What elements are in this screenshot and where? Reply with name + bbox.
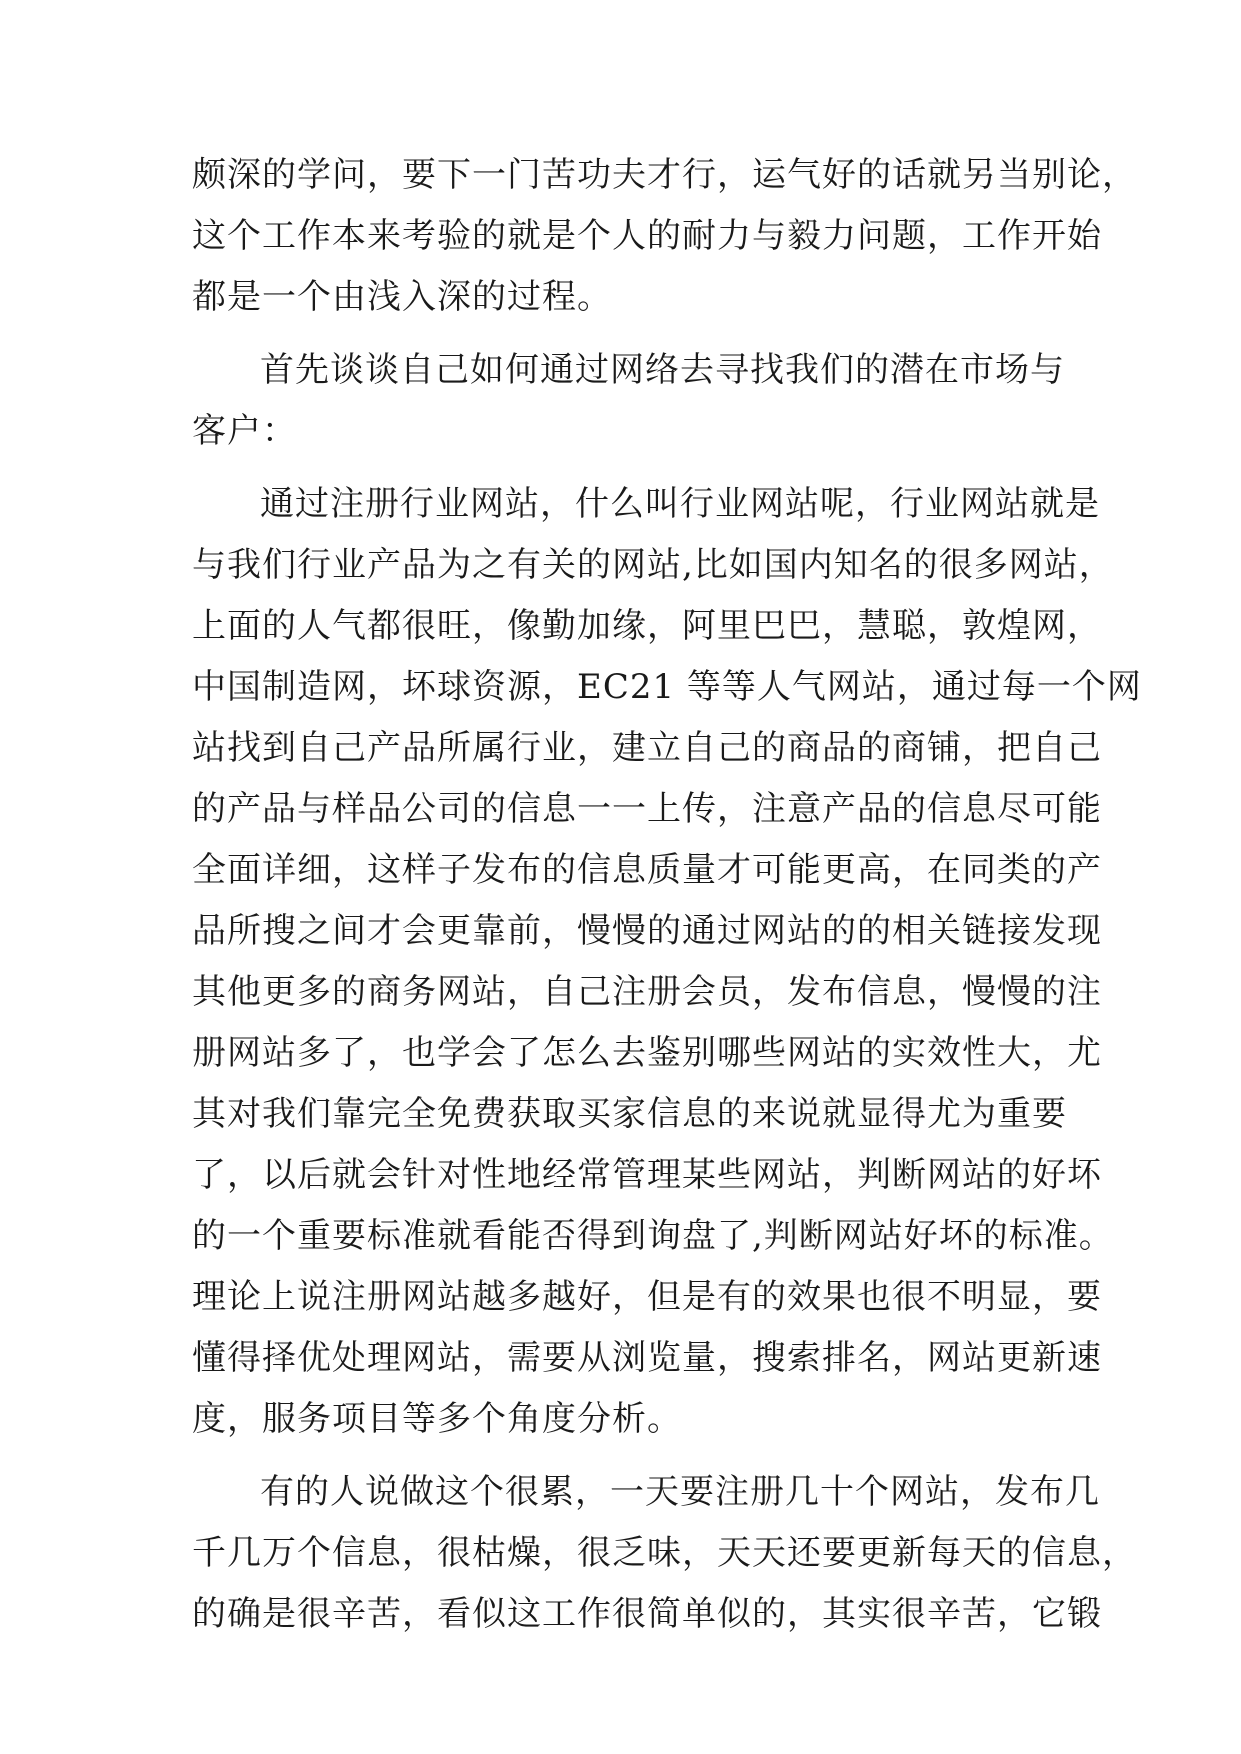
text-line: 站找到自己产品所属行业，建立自己的商品的商铺，把自己 [192, 728, 1102, 768]
text-line: 都是一个由浅入深的过程。 [192, 277, 612, 317]
text-line: 与我们行业产品为之有关的网站,比如国内知名的很多网站， [192, 545, 1114, 585]
text-line: 中国制造网，坏球资源，EC21 等等人气网站，通过每一个网 [192, 667, 1142, 707]
text-line: 这个工作本来考验的就是个人的耐力与毅力问题，工作开始 [192, 216, 1102, 256]
paragraph-industry-sites [192, 474, 1142, 1450]
text-line: 册网站多了，也学会了怎么去鉴别哪些网站的实效性大，尤 [192, 1033, 1102, 1073]
paragraph-hard-work [192, 1462, 1137, 1645]
text-line: 有的人说做这个很累，一天要注册几十个网站，发布几 [260, 1472, 1100, 1512]
text-line: 的一个重要标准就看能否得到询盘了,判断网站好坏的标准。 [192, 1216, 1114, 1256]
text-line: 千几万个信息，很枯燥，很乏味，天天还要更新每天的信息， [192, 1533, 1137, 1573]
text-line: 懂得择优处理网站，需要从浏览量，搜索排名，网站更新速 [192, 1338, 1102, 1378]
text-line: 客户： [192, 411, 297, 451]
text-line: 全面详细，这样子发布的信息质量才可能更高，在同类的产 [192, 850, 1102, 890]
text-line: 了，以后就会针对性地经常管理某些网站，判断网站的好坏 [192, 1155, 1102, 1195]
text-line: 度，服务项目等多个角度分析。 [192, 1399, 682, 1439]
text-line: 其对我们靠完全免费获取买家信息的来说就显得尤为重要 [192, 1094, 1067, 1134]
text-line: 上面的人气都很旺，像勤加缘，阿里巴巴，慧聪，敦煌网， [192, 606, 1102, 646]
document-body [192, 145, 1142, 1645]
text-line: 颇深的学问，要下一门苦功夫才行，运气好的话就另当别论， [192, 155, 1137, 195]
text-line: 品所搜之间才会更靠前，慢慢的通过网站的的相关链接发现 [192, 911, 1102, 951]
text-line: 其他更多的商务网站，自己注册会员，发布信息，慢慢的注 [192, 972, 1102, 1012]
text-line: 的确是很辛苦，看似这工作很简单似的，其实很辛苦，它锻 [192, 1594, 1102, 1634]
text-line: 的产品与样品公司的信息一一上传，注意产品的信息尽可能 [192, 789, 1102, 829]
paragraph-intro-question [192, 340, 1065, 462]
paragraph-continuation [192, 145, 1137, 328]
text-line: 通过注册行业网站，什么叫行业网站呢，行业网站就是 [260, 484, 1100, 524]
text-line: 理论上说注册网站越多越好，但是有的效果也很不明显，要 [192, 1277, 1102, 1317]
text-line: 首先谈谈自己如何通过网络去寻找我们的潜在市场与 [260, 350, 1065, 390]
